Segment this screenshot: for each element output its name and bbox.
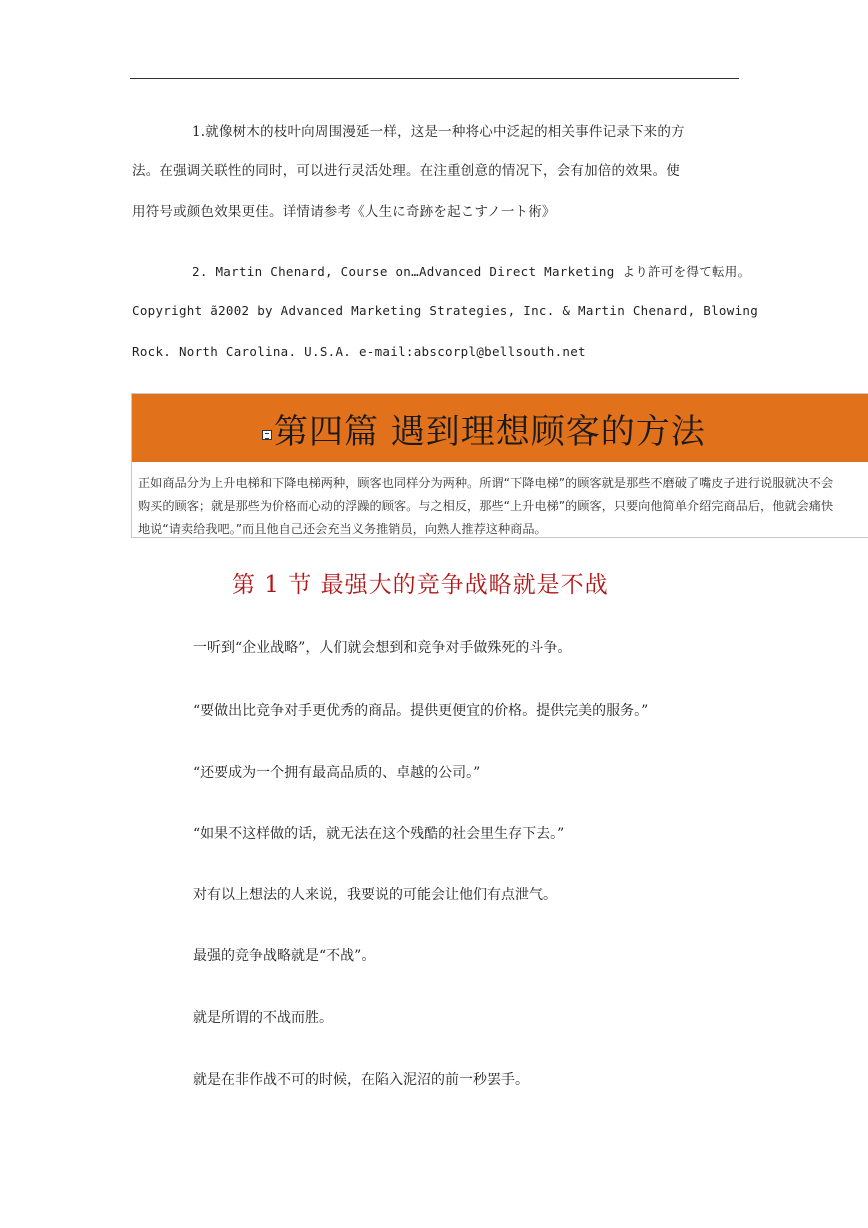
chapter-banner-header bbox=[132, 394, 868, 462]
chapter-intro-line-2: 购买的顾客；就是那些为价格而心动的浮躁的顾客。与之相反，那些“上升电梯”的顾客，只要向他简单介绍完商品后，他就会痛快 bbox=[138, 499, 834, 513]
paragraph: “还要成为一个拥有最高品质的、卓越的公司。” bbox=[193, 765, 481, 781]
section-title: 第 1 节 最强大的竞争战略就是不战 bbox=[232, 572, 609, 598]
document-icon bbox=[262, 430, 272, 440]
chapter-intro-line-3: 地说“请卖给我吧。”而且他自己还会充当义务推销员，向熟人推荐这种商品。 bbox=[138, 522, 547, 536]
footnote-2-line-3: Rock. North Carolina. U.S.A. e-mail:abscorpl@bellsouth.net bbox=[132, 344, 586, 359]
paragraph: 对有以上想法的人来说，我要说的可能会让他们有点泄气。 bbox=[193, 887, 557, 903]
paragraph: 就是所谓的不战而胜。 bbox=[193, 1010, 333, 1026]
footnote-2-line-2: Copyright ã2002 by Advanced Marketing Strategies, Inc. & Martin Chenard, Blowing bbox=[132, 303, 759, 318]
paragraph: 一听到“企业战略”，人们就会想到和竞争对手做殊死的斗争。 bbox=[193, 640, 572, 656]
chapter-intro-line-1: 正如商品分为上升电梯和下降电梯两种，顾客也同样分为两种。所谓“下降电梯”的顾客就是那些不磨破了嘴皮子进行说服就决不会 bbox=[138, 476, 834, 490]
chapter-title: 第四篇 遇到理想顾客的方法 bbox=[274, 412, 706, 452]
top-divider bbox=[130, 78, 739, 79]
paragraph: “要做出比竞争对手更优秀的商品。提供更便宜的价格。提供完美的服务。” bbox=[193, 703, 649, 719]
footnote-2-line-1: 2. Martin Chenard, Course on…Advanced Direct Marketing より許可を得て転用。 bbox=[192, 264, 751, 279]
paragraph: 就是在非作战不可的时候，在陷入泥沼的前一秒罢手。 bbox=[193, 1072, 529, 1088]
footnote-1-line-2: 法。在强调关联性的同时，可以进行灵活处理。在注重创意的情况下，会有加倍的效果。使 bbox=[132, 163, 680, 179]
footnote-1-line-3: 用符号或颜色效果更佳。详情请参考《人生に奇跡を起こすノ一ト術》 bbox=[132, 204, 556, 220]
paragraph: “如果不这样做的话，就无法在这个残酷的社会里生存下去。” bbox=[193, 826, 565, 842]
paragraph: 最强的竞争战略就是“不战”。 bbox=[193, 948, 376, 964]
chapter-banner bbox=[131, 393, 868, 538]
footnote-1-line-1: 1.就像树木的枝叶向周围漫延一样，这是一种将心中泛起的相关事件记录下来的方 bbox=[192, 124, 685, 140]
